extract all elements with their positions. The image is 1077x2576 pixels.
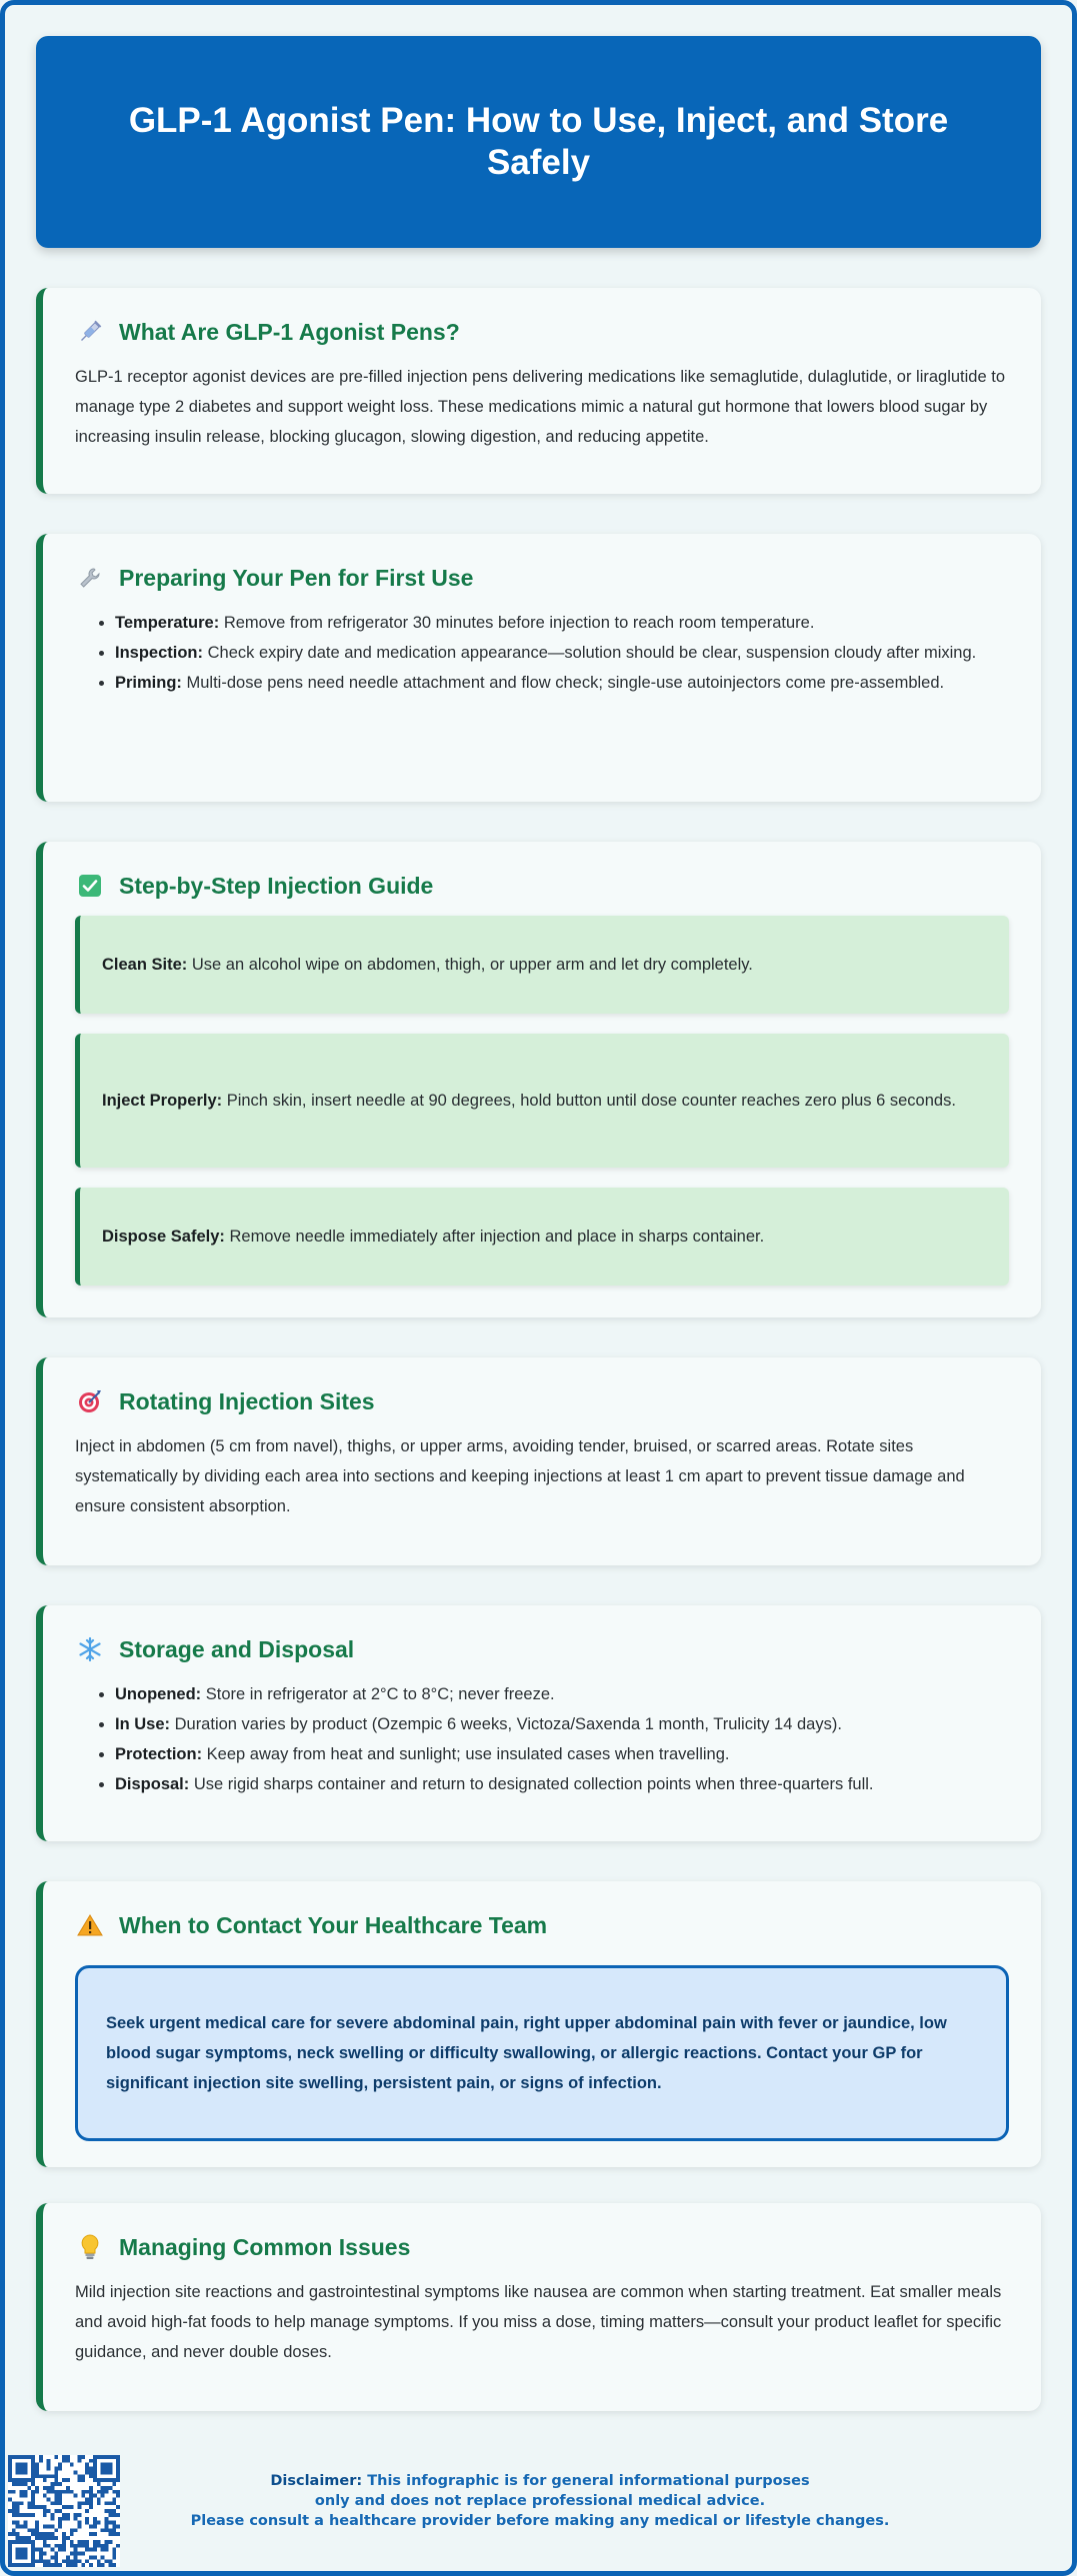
storage-list [75,1679,1009,1799]
list-item: • Unopened: Store in refrigerator at 2°C to 8°C; never freeze. [115,1679,1009,1709]
target-icon [75,1386,105,1416]
disclaimer-line-1: This infographic is for general informational purposes [362,2473,810,2489]
section-title: Managing Common Issues [119,2233,411,2260]
section-preparing-pen [36,534,1041,802]
section-title: When to Contact Your Healthcare Team [119,1911,548,1938]
section-rotating-sites [36,1357,1041,1565]
section-title: Rotating Injection Sites [119,1387,375,1414]
qr-code[interactable] [8,2455,120,2567]
page-header [36,36,1041,248]
list-item: • In Use: Duration varies by product (Ozempic 6 weeks, Victoza/Saxenda 1 month, Trulicity 14 days). [115,1709,1009,1739]
step-card: Clean Site: Use an alcohol wipe on abdomen, thigh, or upper arm and let dry completely. [75,916,1009,1014]
section-contact-team [36,1881,1041,2167]
section-injection-guide [36,842,1041,1317]
section-title: Step-by-Step Injection Guide [119,872,434,899]
disclaimer [180,2471,900,2531]
lightbulb-icon [75,2232,105,2262]
prep-list [75,608,1009,698]
list-item: • Inspection: Check expiry date and medication appearance—solution should be clear, suspension cloudy after mixing. [115,638,1009,668]
warning-icon [75,1910,105,1940]
list-item: • Disposal: Use rigid sharps container and return to designated collection points when three-quarters full. [115,1769,1009,1799]
section-storage-disposal [36,1605,1041,1841]
list-item: • Protection: Keep away from heat and sunlight; use insulated cases when travelling. [115,1739,1009,1769]
page-title: GLP-1 Agonist Pen: How to Use, Inject, and Store Safely [128,101,949,182]
disclaimer-line-2: only and does not replace professional medical advice. [314,2493,766,2509]
section-text: Inject in abdomen (5 cm from navel), thighs, or upper arms, avoiding tender, bruised, or scarred areas. Rotate sites systematically by dividing each area into sections and keeping injections at least 1 cm apart to prevent tissue damage and ensure consistent absorption. [75,1437,965,1515]
step-card: Inject Properly: Pinch skin, insert needle at 90 degrees, hold button until dose counter reaches zero plus 6 seconds. [75,1034,1009,1168]
list-item: • Temperature: Remove from refrigerator 30 minutes before injection to reach room temperature. [115,608,1009,638]
section-title: Preparing Your Pen for First Use [119,564,474,591]
urgent-care-alert: Seek urgent medical care for severe abdominal pain, right upper abdominal pain with fever or jaundice, low blood sugar symptoms, neck swelling or difficulty swallowing, or allergic reactions. Contact your GP for significant injection site swelling, persistent pain, or signs of infection. [75,1965,1009,2141]
checkmark-icon [75,871,105,901]
disclaimer-label: Disclaimer: [270,2473,363,2489]
disclaimer-line-3: Please consult a healthcare provider before making any medical or lifestyle changes. [190,2513,890,2529]
section-title: Storage and Disposal [119,1635,355,1662]
section-title: What Are GLP-1 Agonist Pens? [119,318,460,345]
section-common-issues [36,2203,1041,2411]
list-item: • Priming: Multi-dose pens need needle attachment and flow check; single-use autoinjectors come pre-assembled. [115,668,1009,698]
snowflake-icon [75,1634,105,1664]
step-card: Dispose Safely: Remove needle immediately after injection and place in sharps container. [75,1188,1009,1286]
section-what-are-pens [36,288,1041,494]
section-text: Mild injection site reactions and gastrointestinal symptoms like nausea are common when starting treatment. Eat smaller meals and avoid high-fat foods to help manage symptoms. If you miss a dose, timing matters—consult your product leaflet for specific guidance, and never double doses. [75,2283,1002,2361]
syringe-icon [75,317,105,347]
section-text: GLP-1 receptor agonist devices are pre-filled injection pens delivering medications like semaglutide, dulaglutide, or liraglutide to manage type 2 diabetes and support weight loss. These medications mimic a natural gut hormone that lowers blood sugar by increasing insulin release, blocking glucagon, slowing digestion, and reducing appetite. [75,368,1006,446]
wrench-icon [75,563,105,593]
